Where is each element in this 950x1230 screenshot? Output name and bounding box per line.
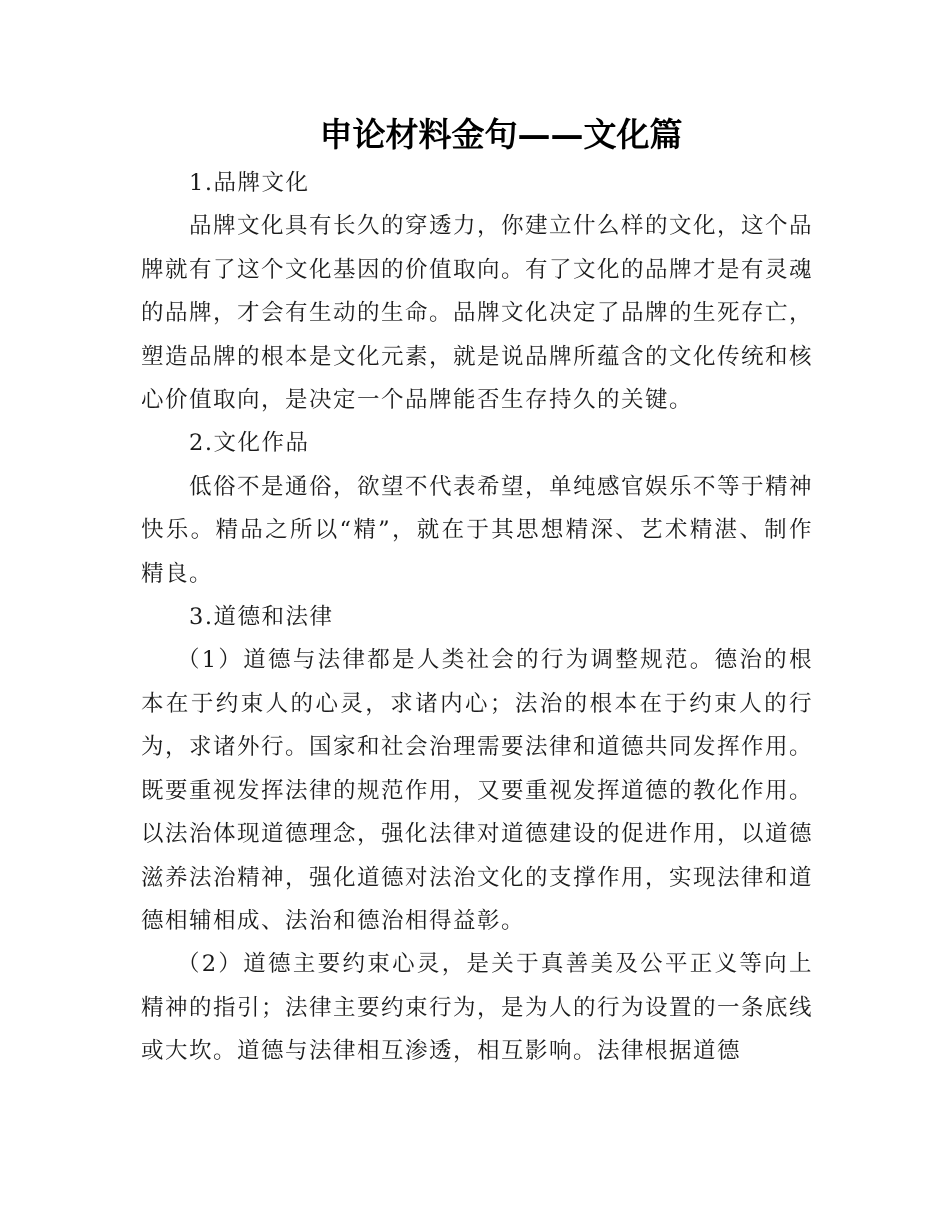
paragraph-cultural-works: 低俗不是通俗，欲望不代表希望，单纯感官娱乐不等于精神快乐。精品之所以“精”，就在于其思想精深、艺术精湛、制作精良。 xyxy=(141,473,814,587)
paragraph-morality-law-2: （2）道德主要约束心灵，是关于真善美及公平正义等向上精神的指引；法律主要约束行为，是为人的行为设置的一条底线或大坎。道德与法律相互渗透，相互影响。法律根据道德 xyxy=(141,951,814,1065)
document-body xyxy=(141,162,813,1074)
section-heading-morality-law: 3.道德和法律 xyxy=(189,604,334,631)
document-title: 申论材料金句——文化篇 xyxy=(319,115,683,154)
section-heading-cultural-works: 2.文化作品 xyxy=(189,430,310,457)
paragraph-morality-law-1: （1）道德与法律都是人类社会的行为调整规范。德治的根本在于约束人的心灵，求诸内心；法治的根本在于约束人的行为，求诸外行。国家和社会治理需要法律和道德共同发挥作用。既要重视发挥法律的规范作用，又要重视发挥道德的教化作用。以法治体现道德理念，强化法律对道德建设的促进作用，以道德滋养法治精神，强化道德对法治文化的支撑作用，实现法律和道德相辅相成、法治和德治相得益彰。 xyxy=(141,647,814,934)
paragraph-brand-culture: 品牌文化具有长久的穿透力，你建立什么样的文化，这个品牌就有了这个文化基因的价值取向。有了文化的品牌才是有灵魂的品牌，才会有生动的生命。品牌文化决定了品牌的生死存亡，塑造品牌的根本是文化元素，就是说品牌所蕴含的文化传统和核心价值取向，是决定一个品牌能否生存持久的关键。 xyxy=(141,213,814,414)
section-heading-brand-culture: 1.品牌文化 xyxy=(189,170,310,196)
